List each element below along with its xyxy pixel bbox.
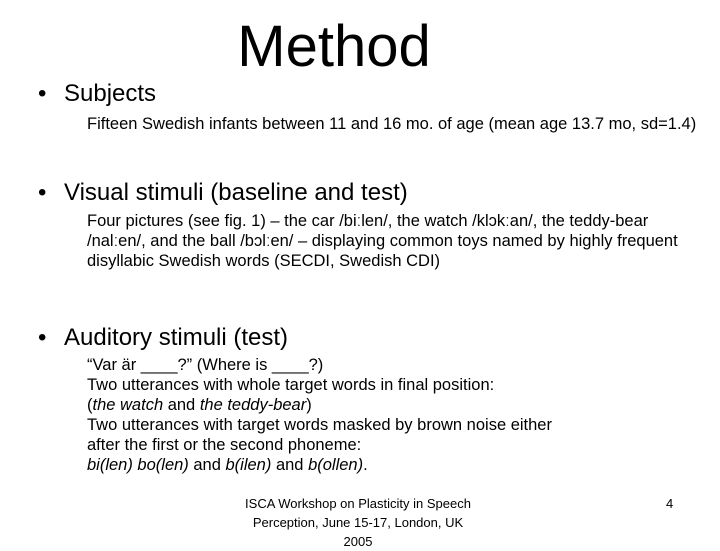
slide-footer: ISCA Workshop on Plasticity in Speech Perception, June 15-17, London, UK 2005 bbox=[245, 496, 471, 549]
auditory-stimuli-body bbox=[87, 355, 697, 475]
visual-stimuli-text: Four pictures (see fig. 1) – the car /biːlen/, the watch /klɔkːan/, the teddy-bear /nalːen/, and the ball /bɔlːen/ – displaying common toys named by highly frequent disyllabic Swedish words (SECDI, Swedish CDI) bbox=[87, 212, 678, 270]
auditory-line-4: Two utterances with target words masked by brown noise either bbox=[87, 416, 552, 434]
visual-stimuli-body bbox=[87, 211, 697, 271]
bullet-marker: • bbox=[38, 80, 47, 107]
bullet-heading-subjects: Subjects bbox=[64, 80, 157, 107]
bullet-auditory-stimuli bbox=[38, 324, 288, 352]
bullet-subjects bbox=[38, 80, 156, 108]
page-number: 4 bbox=[666, 496, 674, 511]
bullet-heading-auditory-stimuli: Auditory stimuli (test) bbox=[64, 324, 289, 351]
subjects-body bbox=[87, 114, 697, 134]
subjects-text: Fifteen Swedish infants between 11 and 16 mo. of age (mean age 13.7 mo, sd=1.4) bbox=[87, 115, 697, 133]
auditory-line-3: (the watch and the teddy-bear) bbox=[87, 396, 312, 414]
bullet-heading-visual-stimuli: Visual stimuli (baseline and test) bbox=[64, 179, 408, 206]
bullet-marker: • bbox=[38, 324, 47, 351]
auditory-line-5: after the first or the second phoneme: bbox=[87, 436, 362, 454]
slide-title: Method bbox=[237, 14, 431, 79]
auditory-line-2: Two utterances with whole target words in final position: bbox=[87, 376, 495, 394]
bullet-marker: • bbox=[38, 179, 47, 206]
bullet-visual-stimuli bbox=[38, 179, 408, 207]
auditory-line-1: “Var är ____?” (Where is ____?) bbox=[87, 356, 324, 374]
auditory-line-6: bi(len) bo(len) and b(ilen) and b(ollen). bbox=[87, 456, 368, 474]
